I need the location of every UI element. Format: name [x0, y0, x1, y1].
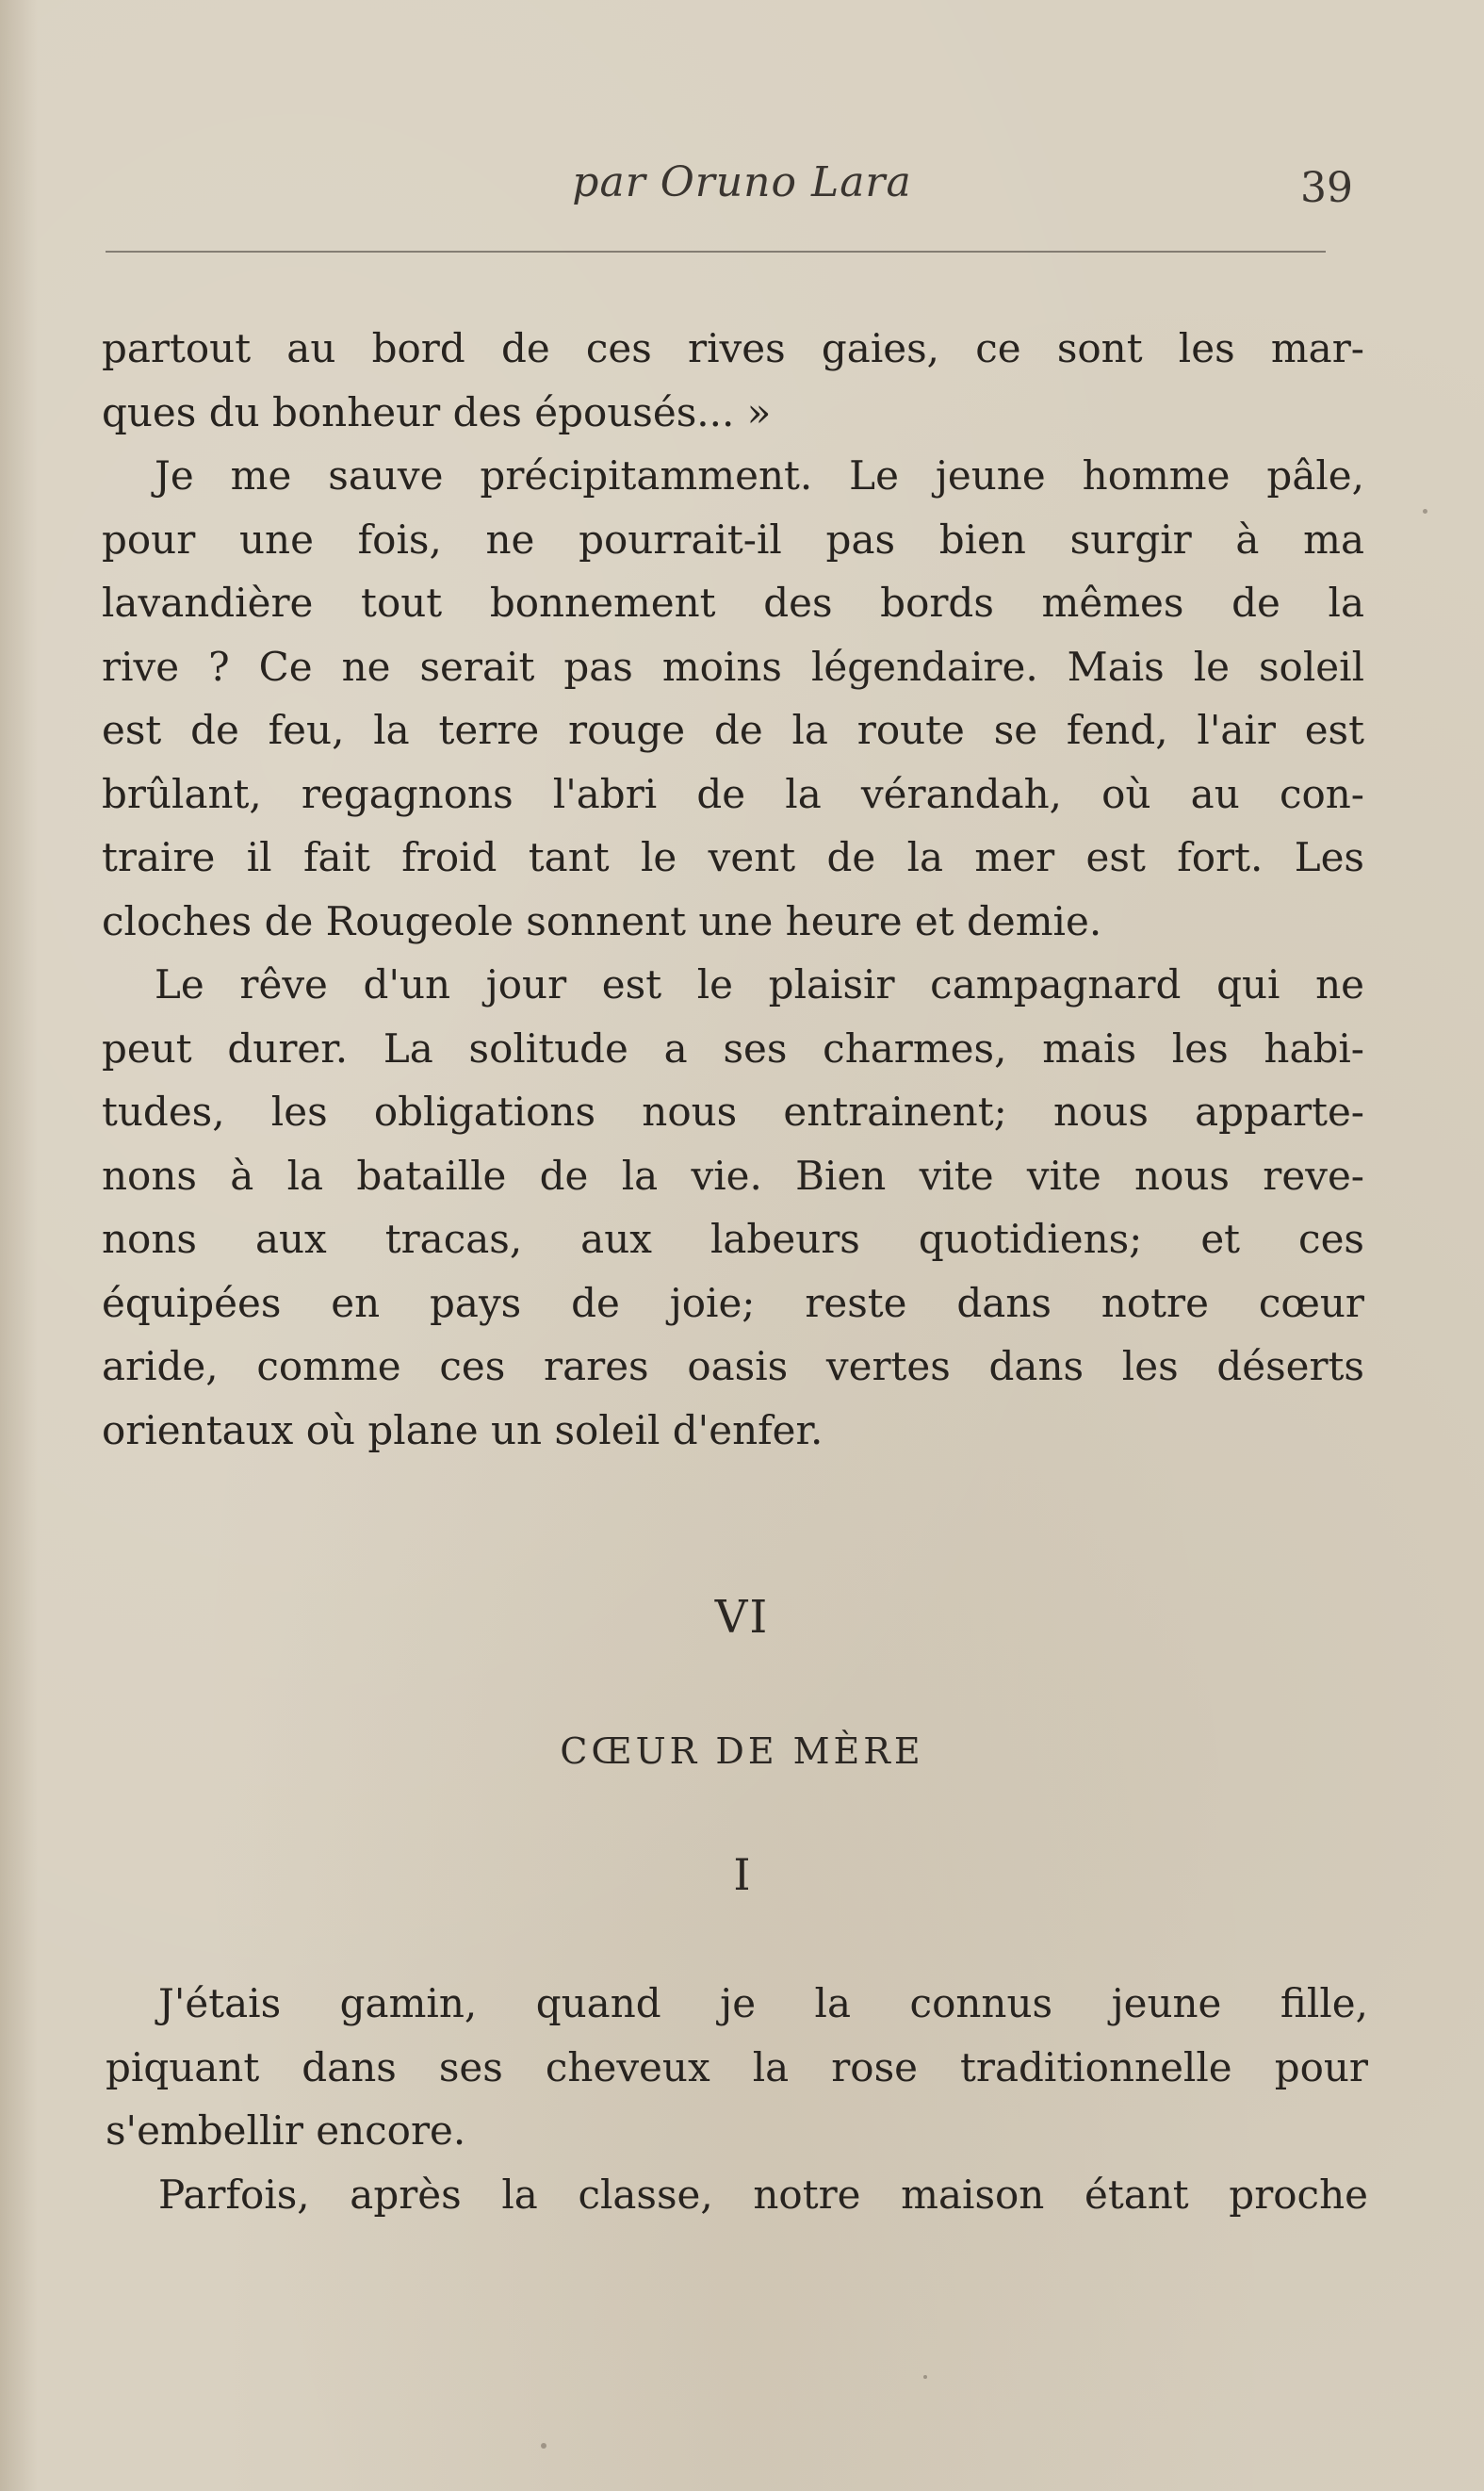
body-top-line: partout au bord de ces rives gaies, ce sont les mar-: [102, 325, 1364, 371]
page-number: 39: [1300, 164, 1353, 212]
paper-speck: [1423, 509, 1427, 514]
running-header: [0, 158, 1484, 215]
body-top-line: aride, comme ces rares oasis vertes dans les déserts: [102, 1343, 1364, 1389]
body-top-line: cloches de Rougeole sonnent une heure et demie.: [102, 897, 1102, 944]
body-top-line: nons à la bataille de la vie. Bien vite vite nous reve-: [102, 1152, 1364, 1199]
body-top-line: rive ? Ce ne serait pas moins légendaire. Mais le soleil: [102, 643, 1364, 690]
running-title: par Oruno Lara: [572, 158, 912, 206]
body-top-line: orientaux où plane un soleil d'enfer.: [102, 1406, 824, 1453]
body-top-line: traire il fait froid tant le vent de la mer est fort. Les: [102, 834, 1364, 880]
body-top-line: Le rêve d'un jour est le plaisir campagnard qui ne: [155, 961, 1364, 1008]
paper-speck: [923, 2375, 927, 2379]
body-bottom-line: Parfois, après la classe, notre maison étant proche: [158, 2171, 1368, 2218]
body-bottom-line: piquant dans ses cheveux la rose traditionnelle pour: [106, 2043, 1368, 2090]
body-text-bottom: [106, 1972, 1368, 2226]
body-top-line: brûlant, regagnons l'abri de la vérandah, où au con-: [102, 770, 1364, 817]
body-top-line: ques du bonheur des épousés... »: [102, 388, 772, 435]
header-rule: [106, 251, 1326, 253]
body-top-line: peut durer. La solitude a ses charmes, mais les habi-: [102, 1024, 1364, 1072]
body-bottom-line: J'étais gamin, quand je la connus jeune fille,: [158, 1980, 1368, 2026]
body-top-line: nons aux tracas, aux labeurs quotidiens; et ces: [102, 1216, 1364, 1262]
paper-speck: [541, 2443, 546, 2449]
body-text-top: [102, 317, 1364, 1462]
body-top-line: équipées en pays de joie; reste dans notre cœur: [102, 1279, 1364, 1326]
body-top-line: est de feu, la terre rouge de la route se fend, l'air est: [102, 707, 1364, 753]
body-top-line: pour une fois, ne pourrait-il pas bien surgir à ma: [102, 516, 1364, 563]
section-number: I: [733, 1849, 751, 1900]
chapter-title: CŒUR DE MÈRE: [560, 1730, 924, 1772]
chapter-number: VI: [714, 1591, 770, 1644]
body-top-line: Je me sauve précipitamment. Le jeune homme pâle,: [155, 452, 1364, 499]
body-top-line: tudes, les obligations nous entrainent; nous apparte-: [102, 1089, 1364, 1135]
body-bottom-line: s'embellir encore.: [106, 2107, 466, 2154]
body-top-line: lavandière tout bonnement des bords mêmes de la: [102, 580, 1364, 626]
